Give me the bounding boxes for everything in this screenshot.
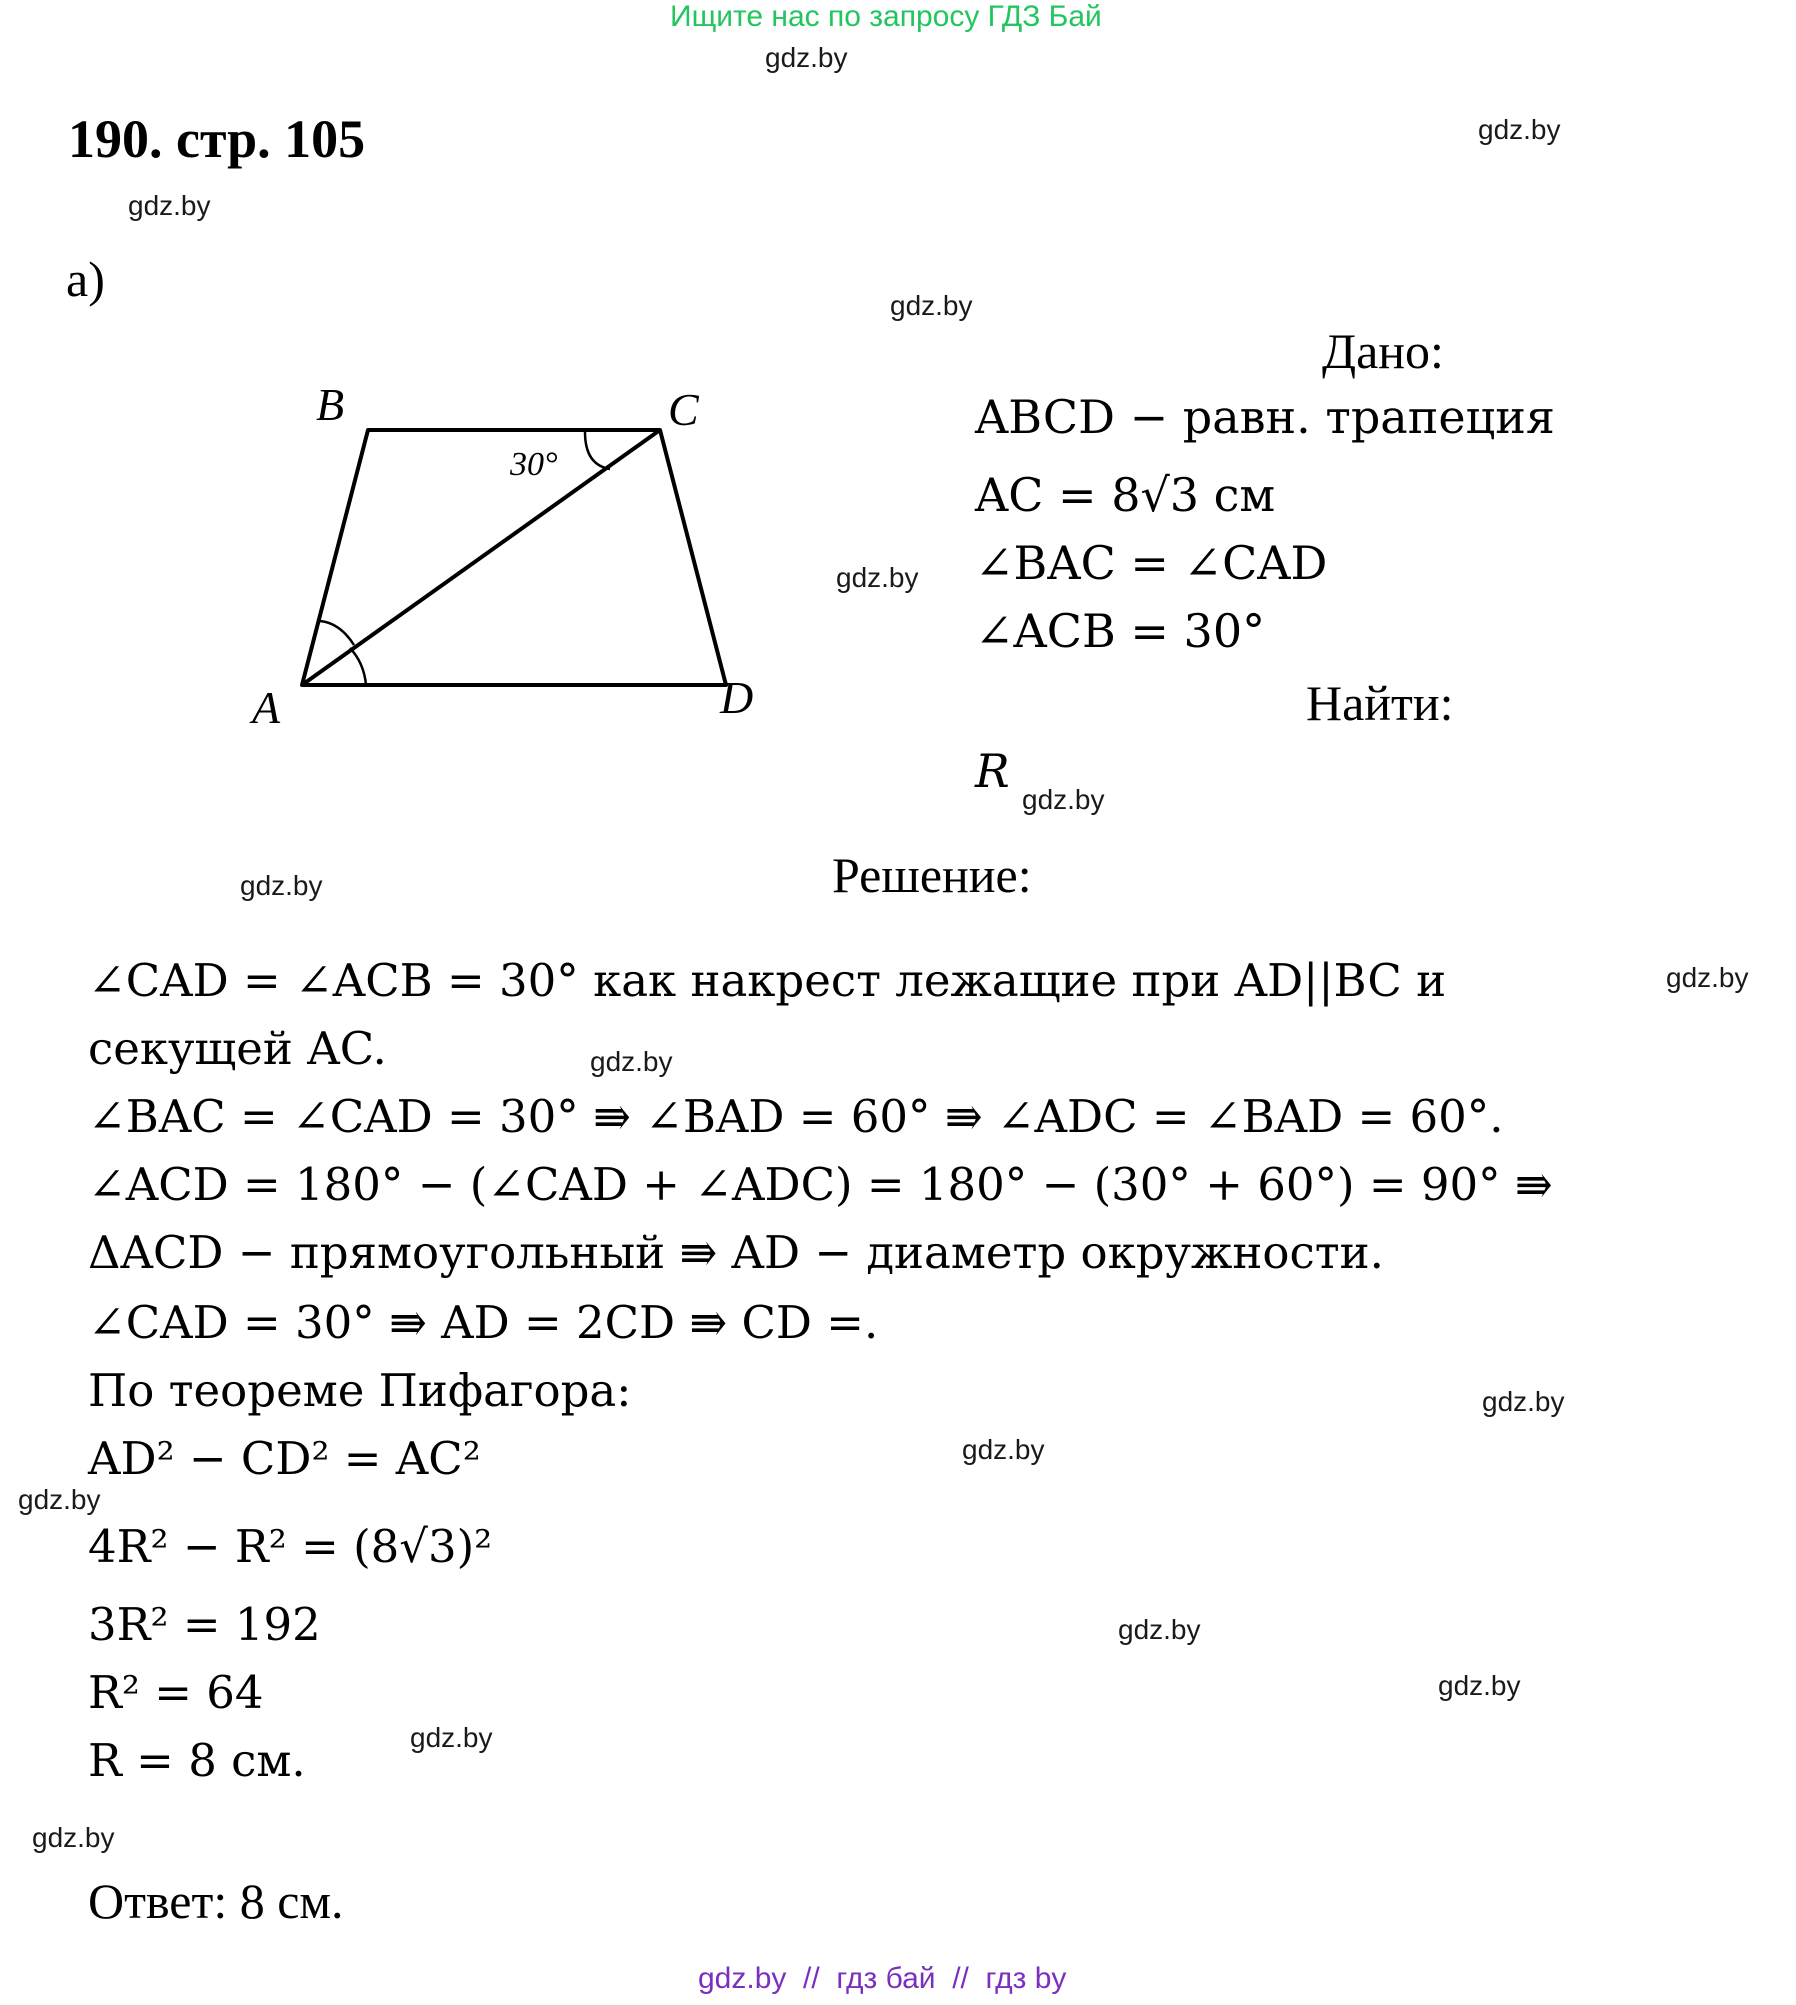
watermark: gdz.by — [1118, 1614, 1201, 1645]
given-heading: Дано: — [1322, 323, 1444, 379]
search-prompt-link[interactable]: Ищите нас по запросу ГДЗ Бай — [670, 0, 1102, 33]
vertex-label-b: B — [316, 385, 345, 430]
find-heading: Найти: — [1306, 675, 1454, 731]
angle-acb-arc — [585, 432, 610, 469]
vertex-label-a: A — [252, 682, 281, 733]
vertex-label-c: C — [668, 385, 699, 435]
angle-label-30: 30° — [510, 446, 558, 483]
solution-line-7: По теореме Пифагора: — [88, 1364, 632, 1417]
solution-line-1: ∠CAD = ∠ACB = 30° как накрест лежащие при AD||BC и — [88, 954, 1447, 1007]
given-line-1: ABCD − равн. трапеция — [975, 390, 1555, 444]
task-part-label: а) — [66, 251, 105, 307]
find-value: R — [975, 744, 1010, 798]
angle-bac-arc — [320, 621, 354, 645]
watermark: gdz.by — [590, 1046, 673, 1077]
watermark: gdz.by — [18, 1484, 101, 1515]
solution-line-8: AD² − CD² = AC² — [88, 1432, 481, 1485]
watermark: gdz.by — [32, 1822, 115, 1853]
solution-line-10: 3R² = 192 — [88, 1598, 321, 1651]
watermark: gdz.by — [836, 562, 919, 593]
solution-line-4: ∠ACD = 180° − (∠CAD + ∠ADC) = 180° − (30° + 60°) = 90° ⇛ — [88, 1158, 1553, 1211]
solution-line-5: ΔACD − прямоугольный ⇛ AD − диаметр окружности. — [88, 1226, 1384, 1279]
vertex-label-d: D — [720, 672, 754, 723]
watermark: gdz.by — [1022, 784, 1105, 815]
task-title: 190. стр. 105 — [68, 109, 366, 169]
watermark: gdz.by — [410, 1722, 493, 1753]
answer: Ответ: 8 см. — [88, 1873, 344, 1929]
trapezoid-figure — [240, 385, 780, 735]
solution-line-11: R² = 64 — [88, 1666, 264, 1719]
solution-line-6: ∠CAD = 30° ⇛ AD = 2CD ⇛ CD =. — [88, 1296, 879, 1349]
watermark: gdz.by — [1666, 962, 1749, 993]
solution-line-9: 4R² − R² = (8√3)² — [88, 1520, 493, 1573]
solution-line-2: секущей AC. — [88, 1022, 387, 1075]
given-line-2: AC = 8√3 см — [975, 468, 1276, 522]
watermark: gdz.by — [962, 1434, 1045, 1465]
angle-cad-arc — [350, 648, 366, 685]
watermark: gdz.by — [1482, 1386, 1565, 1417]
solution-line-3: ∠BAC = ∠CAD = 30° ⇛ ∠BAD = 60° ⇛ ∠ADC = ∠BAD = 60°. — [88, 1090, 1504, 1143]
watermark: gdz.by — [890, 290, 973, 321]
watermark: gdz.by — [240, 870, 323, 901]
solution-line-12: R = 8 см. — [88, 1734, 306, 1787]
given-line-3: ∠BAC = ∠CAD — [975, 536, 1328, 590]
site-watermark: gdz.by — [765, 42, 848, 73]
watermark: gdz.by — [128, 190, 211, 221]
footer-links[interactable]: gdz.by // гдз бай // гдз by — [698, 1962, 1067, 1995]
watermark: gdz.by — [1478, 114, 1561, 145]
given-line-4: ∠ACB = 30° — [975, 604, 1266, 658]
watermark: gdz.by — [1438, 1670, 1521, 1701]
solution-heading: Решение: — [832, 847, 1032, 903]
